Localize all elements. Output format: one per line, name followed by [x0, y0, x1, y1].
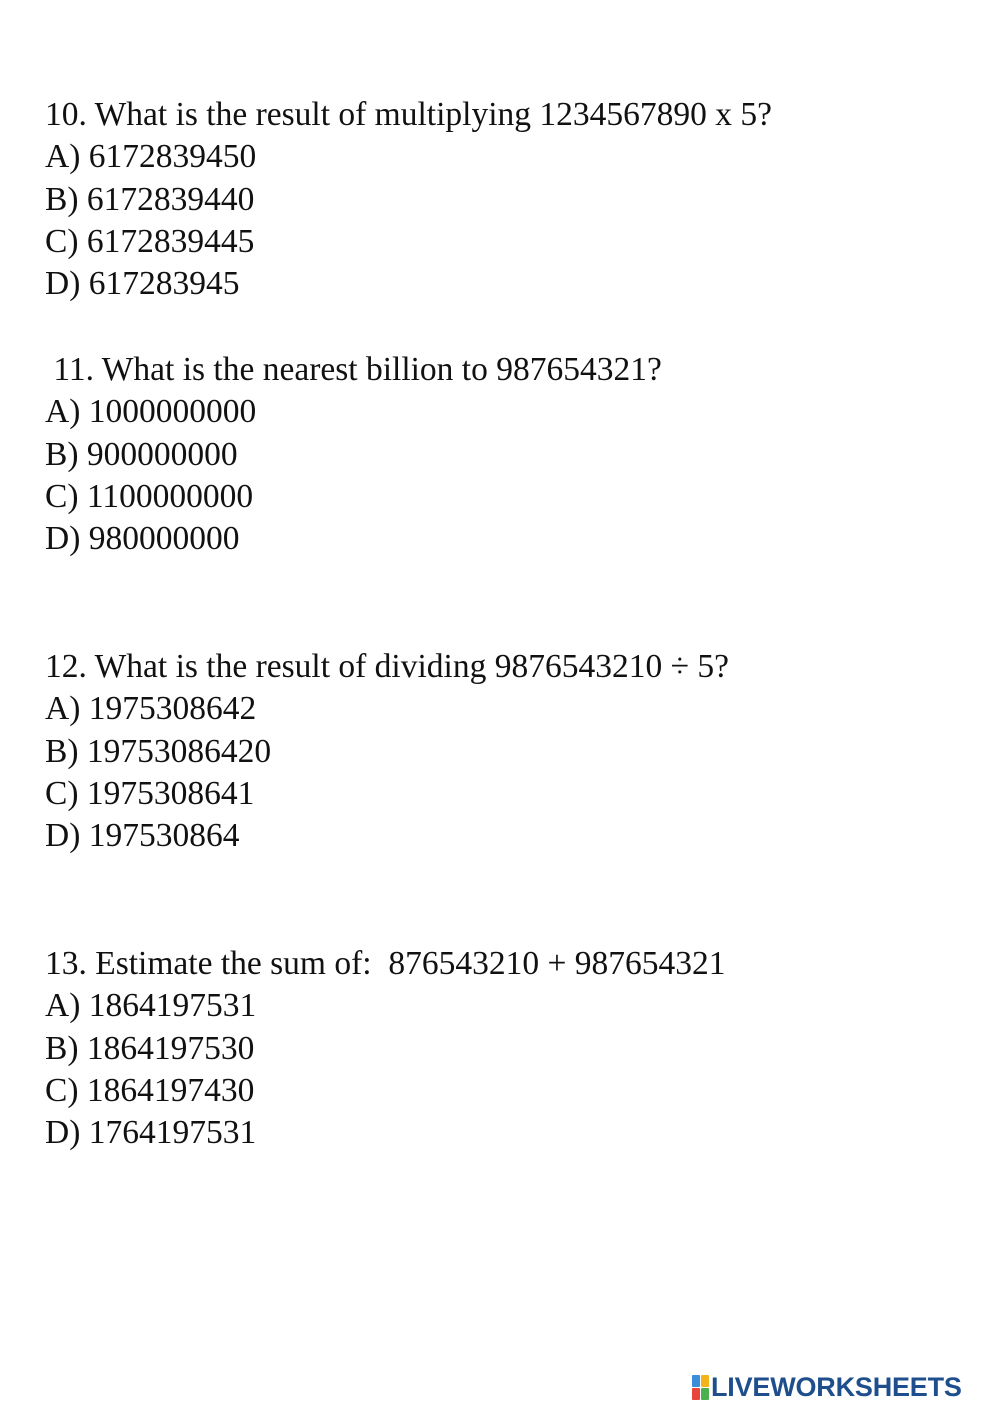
option-b[interactable]: B) 900000000: [45, 435, 238, 473]
question-13: [45, 943, 725, 1154]
liveworksheets-logo-icon: [692, 1375, 709, 1400]
question-text: 12. What is the result of dividing 9876543210 ÷ 5?: [45, 648, 729, 685]
brand-name: LIVEWORKSHEETS: [711, 1371, 962, 1402]
option-a[interactable]: A) 1000000000: [45, 393, 257, 431]
option-d[interactable]: D) 980000000: [45, 520, 240, 558]
option-a[interactable]: A) 1864197531: [45, 987, 257, 1025]
question-12: [45, 646, 729, 857]
option-d[interactable]: D) 1764197531: [45, 1114, 257, 1152]
question-text: 10. What is the result of multiplying 1234567890 x 5?: [45, 96, 773, 133]
question-10: [45, 94, 772, 305]
option-b[interactable]: B) 1864197530: [45, 1029, 255, 1067]
question-text: 11. What is the nearest billion to 987654321?: [45, 351, 662, 388]
option-c[interactable]: C) 1100000000: [45, 477, 254, 515]
option-d[interactable]: D) 197530864: [45, 817, 240, 855]
liveworksheets-brand: [692, 1370, 992, 1404]
option-a[interactable]: A) 1975308642: [45, 690, 257, 728]
option-c[interactable]: C) 1975308641: [45, 774, 255, 812]
option-c[interactable]: C) 1864197430: [45, 1071, 255, 1109]
option-a[interactable]: A) 6172839450: [45, 138, 257, 176]
question-text: 13. Estimate the sum of: 876543210 + 987654321: [45, 945, 726, 982]
question-11: [45, 349, 662, 560]
option-c[interactable]: C) 6172839445: [45, 222, 255, 260]
option-b[interactable]: B) 19753086420: [45, 732, 272, 770]
option-b[interactable]: B) 6172839440: [45, 180, 255, 218]
option-d[interactable]: D) 617283945: [45, 265, 240, 303]
